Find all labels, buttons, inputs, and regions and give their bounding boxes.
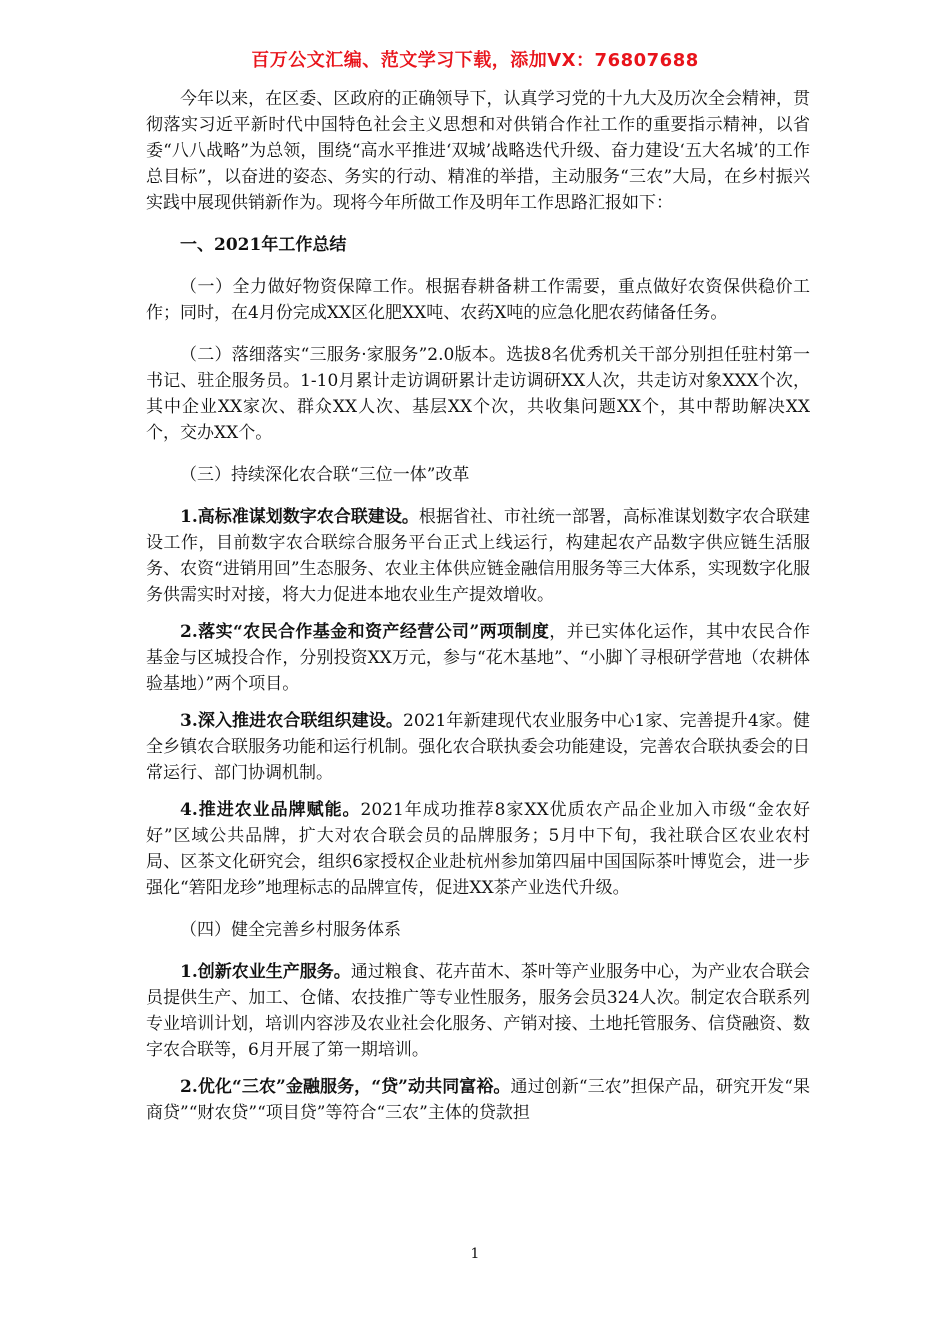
point-text: 2021年成功推荐8家XX优质农产品企业加入市级“金农好好”区域公共品牌，扩大对农合联会员的品牌服务；5月中下旬，我社联合区农业农村局、区茶文化研究会，组织6家授权企业赴杭州参加第四届中国国际茶叶博览会，进一步强化“箬阳龙珍”地理标志的品牌宣传，促进XX茶产业迭代升级。 [146, 800, 810, 898]
point-text: 根据省社、市社统一部署，高标准谋划数字农合联建设工作，目前数字农合联综合服务平台正式上线运行，构建起农产品数字供应链生活服务、农资“进销用回”生态服务、农业主体供应链金融信用服务等三大体系，实现数字化服务供需实时对接，将大力促进本地农业生产提效增收。 [146, 507, 810, 605]
point-text: ，并已实体化运作，其中农民合作基金与区城投合作，分别投资XX万元，参与“花木基地”、“小脚丫寻根研学营地（农耕体验基地）”两个项目。 [146, 622, 810, 694]
point-3-3 [146, 708, 810, 786]
point-3-4 [146, 797, 810, 901]
point-text: 通过创新“三农”担保产品，研究开发“果商贷”“财农贷”“项目贷”等符合“三农”主体的贷款担 [146, 1077, 810, 1123]
point-lead: 1.创新农业生产服务。 [180, 962, 351, 982]
point-lead: 3.深入推进农合联组织建设。 [180, 711, 403, 731]
point-4-2 [146, 1074, 810, 1126]
section-heading: 一、2021年工作总结 [180, 235, 347, 255]
paragraph-item-2: （二）落细落实“三服务·家服务”2.0版本。选拔8名优秀机关干部分别担任驻村第一书记、驻企服务员。1-10月累计走访调研累计走访调研XX人次，共走访对象XXX个次，其中企业XX家次、群众XX人次、基层XX个次，共收集问题XX个，其中帮助解决XX个，交办XX个。 [146, 345, 810, 443]
paragraph-item-1: （一）全力做好物资保障工作。根据春耕备耕工作需要，重点做好农资保供稳价工作；同时，在4月份完成XX区化肥XX吨、农药X吨的应急化肥农药储备任务。 [146, 277, 810, 323]
point-4-1 [146, 959, 810, 1063]
point-lead: 2.落实“农民合作基金和资产经营公司”两项制度 [180, 622, 550, 642]
document-body [146, 86, 810, 1126]
page-number: 1 [470, 1246, 480, 1262]
point-lead: 4.推进农业品牌赋能。 [180, 800, 361, 820]
point-lead: 1.高标准谋划数字农合联建设。 [180, 507, 419, 527]
point-3-1 [146, 504, 810, 608]
point-lead: 2.优化“三农”金融服务，“贷”动共同富裕。 [180, 1077, 511, 1097]
subheading-item-4: （四）健全完善乡村服务体系 [180, 920, 401, 940]
subheading-item-3: （三）持续深化农合联“三位一体”改革 [180, 465, 470, 485]
point-3-2 [146, 619, 810, 697]
point-text: 2021年新建现代农业服务中心1家、完善提升4家。健全乡镇农合联服务功能和运行机制。强化农合联执委会功能建设，完善农合联执委会的日常运行、部门协调机制。 [146, 711, 810, 783]
watermark-banner: 百万公文汇编、范文学习下载，添加VX：76807688 [251, 50, 699, 71]
intro-paragraph: 今年以来，在区委、区政府的正确领导下，认真学习党的十九大及历次全会精神，贯彻落实习近平新时代中国特色社会主义思想和对供销合作社工作的重要指示精神，以省委“八八战略”为总领，围绕“高水平推进‘双城’战略迭代升级、奋力建设‘五大名城’的工作总目标”，以奋进的姿态、务实的行动、精准的举措，主动服务“三农”大局，在乡村振兴实践中展现供销新作为。现将今年所做工作及明年工作思路汇报如下： [146, 89, 810, 213]
point-text: 通过粮食、花卉苗木、茶叶等产业服务中心，为产业农合联会员提供生产、加工、仓储、农技推广等专业性服务，服务会员324人次。制定农合联系列专业培训计划，培训内容涉及农业社会化服务、产销对接、土地托管服务、信贷融资、数字农合联等，6月开展了第一期培训。 [146, 962, 811, 1060]
